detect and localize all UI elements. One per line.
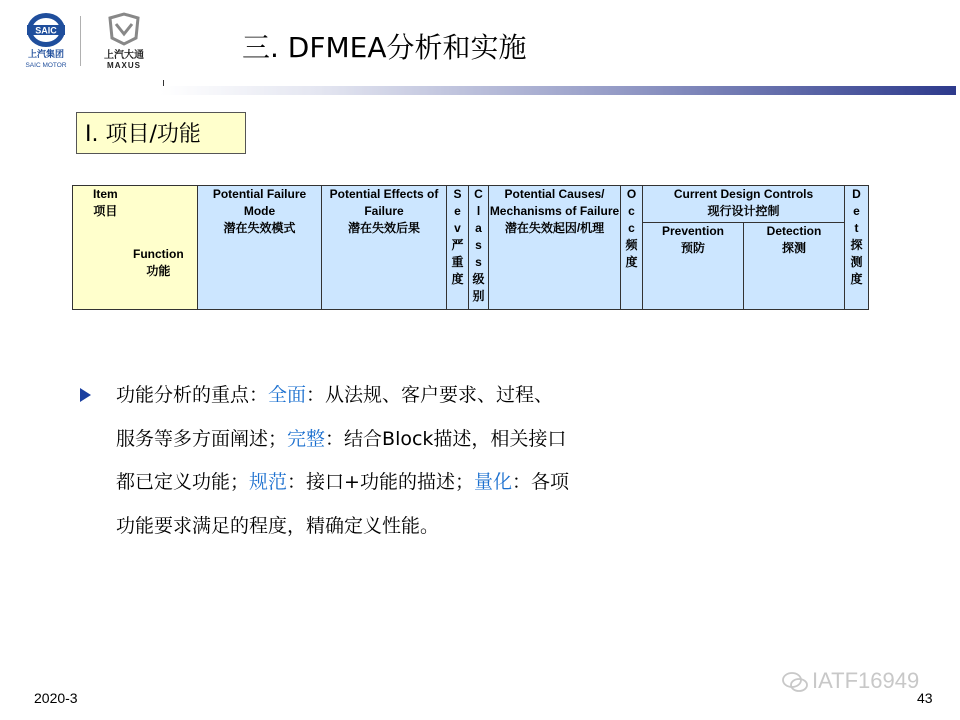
- causes-en: Potential Causes/ Mechanisms of Failure: [489, 187, 620, 218]
- text-segment: ：各项: [511, 471, 569, 493]
- text-segment: 功能分析的重点：: [116, 384, 269, 406]
- saic-en-text: SAIC MOTOR: [25, 62, 67, 69]
- maxus-logo: [92, 10, 156, 70]
- det-letter: e: [853, 204, 860, 218]
- effects-en: Potential Effects of Failure: [329, 187, 439, 218]
- prevention-header: [643, 223, 744, 310]
- logo-divider: [80, 16, 81, 66]
- failure-mode-cn: 潜在失效模式: [223, 221, 296, 235]
- maxus-cn-text: 上汽大通: [104, 50, 144, 61]
- watermark: [782, 668, 919, 694]
- sev-letter: e: [454, 204, 461, 218]
- bullet-line-2: [116, 424, 566, 451]
- effects-header: [322, 186, 447, 310]
- highlight-standard: 规范: [249, 471, 288, 493]
- occ-cn-char: 度: [625, 255, 638, 269]
- wechat-icon: [782, 671, 808, 693]
- occ-letter: O: [626, 187, 637, 201]
- failure-mode-en: Potential Failure Mode: [212, 187, 307, 218]
- occ-letter: c: [628, 204, 635, 218]
- text-segment: 功能要求满足的程度，精确定义性能。: [116, 515, 440, 537]
- controls-en: Current Design Controls: [673, 187, 814, 201]
- occ-cn-char: 频: [625, 238, 638, 252]
- class-letter: s: [475, 238, 482, 252]
- item-cn: 项目: [93, 204, 118, 218]
- det-cn-char: 测: [850, 255, 863, 269]
- title-gradient-bar: [160, 86, 956, 95]
- det-letter: D: [852, 187, 861, 201]
- det-letter: t: [854, 221, 859, 235]
- text-segment: ：从法规、客户要求、过程、: [306, 384, 554, 406]
- highlight-quantified: 量化: [473, 471, 512, 493]
- controls-cn: 现行设计控制: [707, 204, 780, 218]
- saic-logo-text: SAIC: [35, 25, 57, 36]
- occurrence-header: [621, 186, 643, 310]
- occ-letter: c: [628, 221, 635, 235]
- detection-en: Detection: [766, 224, 822, 238]
- bullet-line-3: [116, 467, 569, 494]
- design-controls-header: [643, 186, 845, 223]
- text-segment: 服务等多方面阐述；: [116, 428, 288, 450]
- detection-rating-header: [845, 186, 869, 310]
- det-cn-char: 度: [850, 272, 863, 286]
- function-cn: 功能: [146, 264, 171, 278]
- maxus-en-text: MAXUS: [107, 61, 141, 70]
- page-number: 43: [917, 690, 933, 706]
- highlight-complete: 完整: [287, 428, 326, 450]
- highlight-comprehensive: 全面: [268, 384, 307, 406]
- causes-header: [489, 186, 621, 310]
- class-letter: s: [475, 255, 482, 269]
- effects-cn: 潜在失效后果: [347, 221, 420, 235]
- prevention-en: Prevention: [661, 224, 724, 238]
- arrow-bullet-icon: [80, 388, 91, 402]
- det-cn-char: 探: [850, 238, 863, 252]
- severity-header: [447, 186, 469, 310]
- section-label: I. 项目/功能: [85, 122, 201, 147]
- sev-cn-char: 严: [451, 238, 464, 252]
- watermark-text: IATF16949: [812, 668, 920, 693]
- sev-letter: S: [453, 187, 462, 201]
- text-segment: 都已定义功能；: [116, 471, 250, 493]
- item-function-cell: [73, 186, 198, 310]
- saic-cn-text: 上汽集团: [27, 50, 65, 60]
- class-cn-char: 别: [472, 289, 485, 303]
- dfmea-header-table: [72, 185, 869, 310]
- prevention-cn: 预防: [680, 241, 705, 255]
- bullet-line-4: [116, 511, 439, 538]
- sev-cn-char: 度: [451, 272, 464, 286]
- detection-header: [744, 223, 845, 310]
- class-cn-char: 级: [472, 272, 485, 286]
- section-label-box: [76, 112, 246, 154]
- text-segment: ：接口+功能的描述；: [287, 471, 474, 493]
- sev-letter: v: [454, 221, 461, 235]
- sev-cn-char: 重: [451, 255, 464, 269]
- bullet-line-1: [116, 380, 553, 407]
- footer-date: 2020-3: [34, 690, 78, 706]
- class-letter: l: [476, 204, 481, 218]
- failure-mode-header: [198, 186, 322, 310]
- saic-logo: [18, 10, 74, 70]
- class-header: [469, 186, 489, 310]
- item-en: Item: [93, 187, 118, 201]
- detection-cn: 探测: [781, 241, 806, 255]
- function-en: Function: [133, 247, 184, 261]
- causes-cn: 潜在失效起因/机理: [504, 221, 605, 235]
- class-letter: C: [474, 187, 483, 201]
- page-title: 三. DFMEA分析和实施: [242, 31, 527, 64]
- text-segment: ：结合Block描述，相关接口: [325, 428, 567, 450]
- class-letter: a: [475, 221, 482, 235]
